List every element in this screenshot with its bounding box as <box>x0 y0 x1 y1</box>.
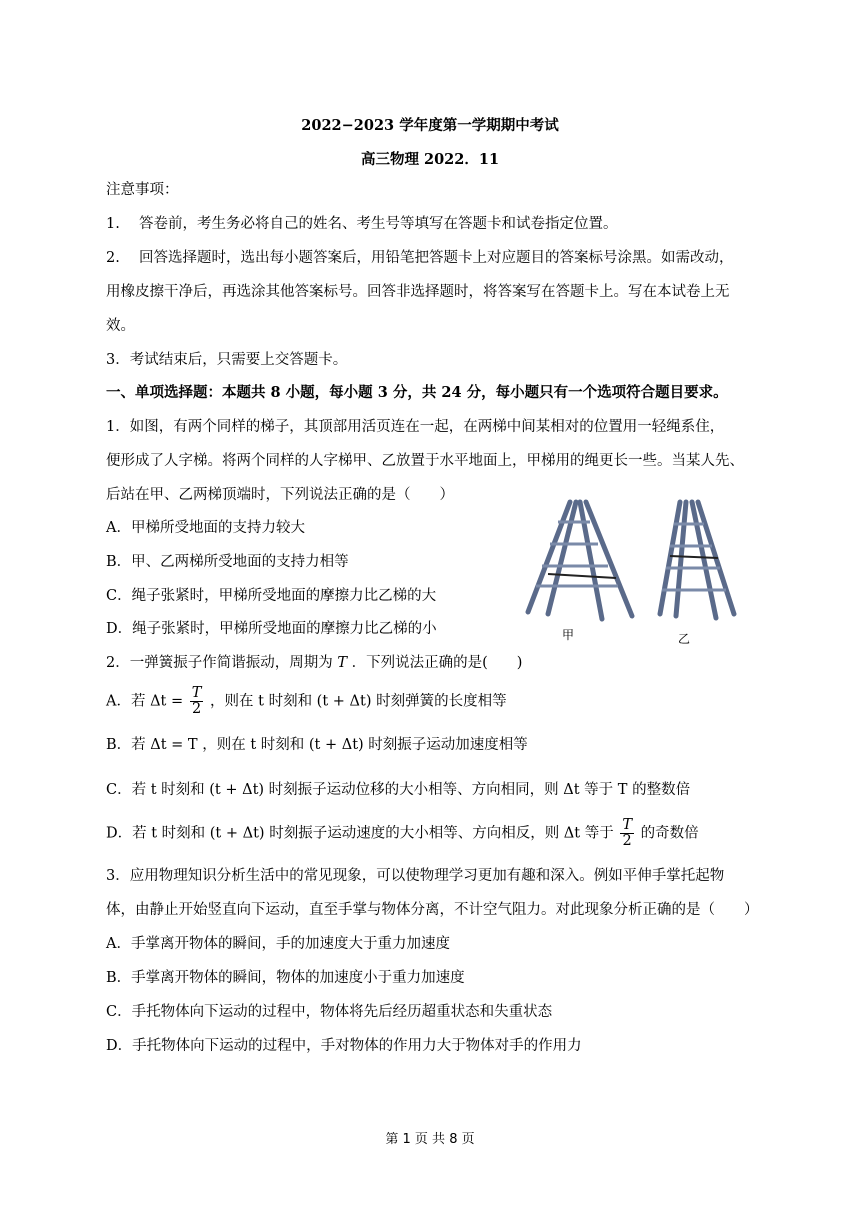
note-2-line-1: 2. 回答选择题时，选出每小题答案后，用铅笔把答题卡上对应题目的答案标号涂黑。如需改动， <box>106 250 734 266</box>
q3-stem-line-1: 3．应用物理知识分析生活中的常见现象，可以使物理学习更加有趣和深入。例如平伸手掌托起物 <box>106 868 725 884</box>
note-3: 3．考试结束后，只需要上交答题卡。 <box>106 352 348 368</box>
q3-option-b: B．手掌离开物体的瞬间，物体的加速度小于重力加速度 <box>106 970 465 986</box>
q3-stem-line-2: 体，由静止开始竖直向下运动，直至手掌与物体分离，不计空气阻力。对此现象分析正确的是（ ） <box>106 902 759 918</box>
note-2-line-2: 用橡皮擦干净后，再选涂其他答案标号。回答非选择题时，将答案写在答题卡上。写在本试卷上无 <box>106 284 730 300</box>
note-1: 1. 答卷前，考生务必将自己的姓名、考生号等填写在答题卡和试卷指定位置。 <box>106 216 618 232</box>
q2-d-post: 的奇数倍 <box>640 825 699 842</box>
q2-a-num: T <box>191 685 202 701</box>
q3-option-a: A．手掌离开物体的瞬间，手的加速度大于重力加速度 <box>106 936 450 952</box>
q1-stem-line-3: 后站在甲、乙两梯顶端时，下列说法正确的是（ ） <box>106 487 454 503</box>
figure-label-jia: 甲 <box>562 628 575 642</box>
q3-option-c: C．手托物体向下运动的过程中，物体将先后经历超重状态和失重状态 <box>106 1004 553 1020</box>
q2-d-num: T <box>622 817 632 833</box>
q1-stem-line-2: 便形成了人字梯。将两个同样的人字梯甲、乙放置于水平地面上，甲梯用的绳更长一些。当某人先、 <box>106 453 744 469</box>
q2-stem-pre: 2．一弹簧振子作简谐振动，周期为 <box>106 655 333 671</box>
q2-a-fraction <box>190 686 204 717</box>
page-footer: 第 1 页 共 8 页 <box>385 1132 475 1147</box>
q2-stem-t: T <box>337 655 348 671</box>
q2-stem-post: ．下列说法正确的是( ) <box>351 655 523 671</box>
q2-a-pre: A．若 Δt = <box>106 693 184 710</box>
note-2-line-3: 效。 <box>106 318 135 334</box>
ladders-illustration <box>520 494 750 644</box>
notes-heading: 注意事项： <box>106 182 179 198</box>
q2-d-fraction <box>620 818 634 849</box>
exam-subtitle: 高三物理 2022．11 <box>360 151 500 168</box>
q2-a-post: ，则在 t 时刻和 (t + Δt) 时刻弹簧的长度相等 <box>210 693 507 710</box>
q2-d-pre: D．若 t 时刻和 (t + Δt) 时刻振子运动速度的大小相等、方向相反，则 Δt 等于 <box>106 825 614 842</box>
q1-option-b: B．甲、乙两梯所受地面的支持力相等 <box>106 554 349 570</box>
q1-option-d: D．绳子张紧时，甲梯所受地面的摩擦力比乙梯的小 <box>106 621 437 637</box>
q2-option-c: C．若 t 时刻和 (t + Δt) 时刻振子运动位移的大小相等、方向相同，则 Δt 等于 T 的整数倍 <box>106 782 691 798</box>
q1-option-c: C．绳子张紧时，甲梯所受地面的摩擦力比乙梯的大 <box>106 588 437 604</box>
q2-option-d <box>106 818 699 849</box>
q2-option-a <box>106 686 507 717</box>
figure-label-yi: 乙 <box>678 632 691 646</box>
section-heading: 一、单项选择题：本题共 8 小题，每小题 3 分，共 24 分，每小题只有一个选项符合题目要求。 <box>106 384 728 401</box>
q1-option-a: A．甲梯所受地面的支持力较大 <box>106 520 305 536</box>
ladders-figure <box>520 494 750 644</box>
q3-option-d: D．手托物体向下运动的过程中，手对物体的作用力大于物体对手的作用力 <box>106 1038 582 1054</box>
exam-title: 2022−2023 学年度第一学期期中考试 <box>301 117 559 134</box>
q1-stem-line-1: 1．如图，有两个同样的梯子，其顶部用活页连在一起，在两梯中间某相对的位置用一轻绳系住， <box>106 419 725 435</box>
q2-a-den: 2 <box>191 701 202 717</box>
q2-option-b: B．若 Δt = T ，则在 t 时刻和 (t + Δt) 时刻振子运动加速度相等 <box>106 737 528 753</box>
q2-d-den: 2 <box>622 833 632 849</box>
q2-stem <box>106 653 522 673</box>
